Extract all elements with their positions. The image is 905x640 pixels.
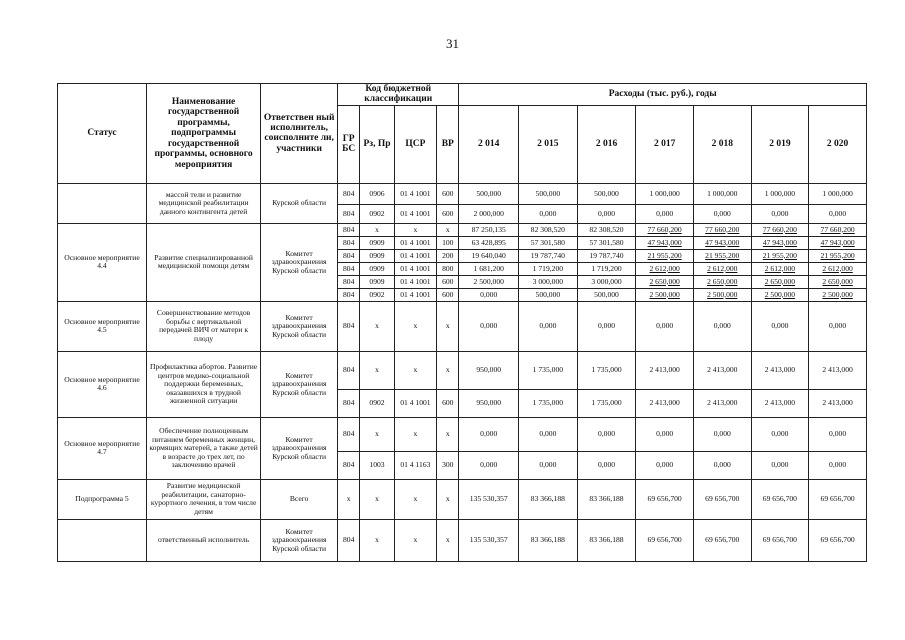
expense-value-cell: 1 735,000 bbox=[577, 389, 636, 417]
expense-value-cell: 2 500,000 bbox=[751, 288, 809, 301]
csr-cell: x bbox=[394, 519, 436, 561]
expense-value-cell: 0,000 bbox=[519, 417, 578, 451]
header-year: 2 017 bbox=[636, 105, 694, 183]
expense-value-cell: 77 660,200 bbox=[751, 223, 809, 236]
expense-value-cell: 77 660,200 bbox=[693, 223, 751, 236]
program-name-cell: Совершенствование методов борьбы с вертикальной передачей ВИЧ от матери к плоду bbox=[146, 301, 260, 351]
expense-value-cell: 0,000 bbox=[636, 301, 694, 351]
expense-value-cell: 21 955,200 bbox=[636, 249, 694, 262]
expense-value-cell: 69 656,700 bbox=[693, 519, 751, 561]
vr-cell: 600 bbox=[437, 389, 459, 417]
expense-value-cell: 0,000 bbox=[459, 301, 519, 351]
rzpr-cell: 0909 bbox=[360, 275, 394, 288]
expense-value-cell: 0,000 bbox=[519, 204, 578, 223]
grbs-cell: 804 bbox=[338, 183, 360, 204]
grbs-cell: 804 bbox=[338, 275, 360, 288]
expense-value-cell: 0,000 bbox=[459, 417, 519, 451]
vr-cell: 100 bbox=[437, 236, 459, 249]
expense-value-cell: 57 301,580 bbox=[519, 236, 578, 249]
expense-value-cell: 0,000 bbox=[636, 417, 694, 451]
table-row bbox=[58, 479, 867, 519]
expense-value-cell: 2 650,000 bbox=[809, 275, 867, 288]
expense-value-cell: 0,000 bbox=[693, 301, 751, 351]
expense-value-cell: 83 366,188 bbox=[519, 519, 578, 561]
vr-cell: x bbox=[437, 479, 459, 519]
rzpr-cell: 0909 bbox=[360, 249, 394, 262]
expense-value-cell: 0,000 bbox=[693, 204, 751, 223]
expense-value-cell: 2 612,000 bbox=[636, 262, 694, 275]
expense-value-cell: 21 955,200 bbox=[751, 249, 809, 262]
expense-value-cell: 0,000 bbox=[459, 451, 519, 479]
expense-value-cell: 0,000 bbox=[577, 204, 636, 223]
expense-value-cell: 63 428,895 bbox=[459, 236, 519, 249]
csr-cell: 01 4 1001 bbox=[394, 183, 436, 204]
grbs-cell: 804 bbox=[338, 262, 360, 275]
table-row bbox=[58, 223, 867, 236]
expense-value-cell: 77 660,200 bbox=[636, 223, 694, 236]
vr-cell: 300 bbox=[437, 451, 459, 479]
vr-cell: 600 bbox=[437, 275, 459, 288]
expense-value-cell: 69 656,700 bbox=[636, 479, 694, 519]
csr-cell: 01 4 1001 bbox=[394, 275, 436, 288]
expense-value-cell: 21 955,200 bbox=[809, 249, 867, 262]
expense-value-cell: 0,000 bbox=[751, 301, 809, 351]
table-row bbox=[58, 183, 867, 204]
expense-value-cell: 21 955,200 bbox=[693, 249, 751, 262]
csr-cell: x bbox=[394, 301, 436, 351]
grbs-cell: 804 bbox=[338, 417, 360, 451]
grbs-cell: x bbox=[338, 479, 360, 519]
header-responsible: Ответствен ный исполнитель, соисполните ли, участники bbox=[261, 84, 338, 184]
header-budget-code: Код бюджетной классификации bbox=[338, 84, 459, 106]
rzpr-cell: x bbox=[360, 351, 394, 389]
csr-cell: x bbox=[394, 223, 436, 236]
expense-value-cell: 2 650,000 bbox=[693, 275, 751, 288]
expense-value-cell: 1 735,000 bbox=[519, 351, 578, 389]
csr-cell: 01 4 1001 bbox=[394, 262, 436, 275]
expense-value-cell: 2 413,000 bbox=[751, 351, 809, 389]
vr-cell: x bbox=[437, 301, 459, 351]
vr-cell: 600 bbox=[437, 204, 459, 223]
expense-value-cell: 1 719,200 bbox=[577, 262, 636, 275]
expense-value-cell: 19 787,740 bbox=[519, 249, 578, 262]
csr-cell: x bbox=[394, 417, 436, 451]
expense-value-cell: 0,000 bbox=[809, 204, 867, 223]
expense-value-cell: 0,000 bbox=[636, 204, 694, 223]
expense-value-cell: 1 000,000 bbox=[693, 183, 751, 204]
expense-value-cell: 83 366,188 bbox=[577, 479, 636, 519]
vr-cell: x bbox=[437, 223, 459, 236]
expense-value-cell: 1 000,000 bbox=[751, 183, 809, 204]
expense-value-cell: 69 656,700 bbox=[751, 519, 809, 561]
header-grbs: ГР БС bbox=[338, 105, 360, 183]
expense-value-cell: 2 650,000 bbox=[751, 275, 809, 288]
expense-value-cell: 500,000 bbox=[577, 183, 636, 204]
status-cell: Основное мероприятие 4.4 bbox=[58, 223, 147, 301]
expense-value-cell: 0,000 bbox=[809, 451, 867, 479]
rzpr-cell: 0909 bbox=[360, 262, 394, 275]
expense-value-cell: 47 943,000 bbox=[751, 236, 809, 249]
expense-value-cell: 0,000 bbox=[693, 417, 751, 451]
rzpr-cell: x bbox=[360, 417, 394, 451]
expense-value-cell: 500,000 bbox=[459, 183, 519, 204]
expense-value-cell: 1 000,000 bbox=[636, 183, 694, 204]
rzpr-cell: 0906 bbox=[360, 183, 394, 204]
responsible-cell: Курской области bbox=[261, 183, 338, 223]
status-cell bbox=[58, 183, 147, 223]
expense-value-cell: 47 943,000 bbox=[809, 236, 867, 249]
status-cell bbox=[58, 519, 147, 561]
expense-value-cell: 0,000 bbox=[519, 301, 578, 351]
grbs-cell: 804 bbox=[338, 301, 360, 351]
expense-value-cell: 0,000 bbox=[693, 451, 751, 479]
expense-value-cell: 1 681,200 bbox=[459, 262, 519, 275]
expense-value-cell: 87 250,135 bbox=[459, 223, 519, 236]
expense-value-cell: 3 000,000 bbox=[577, 275, 636, 288]
grbs-cell: 804 bbox=[338, 351, 360, 389]
expense-value-cell: 2 413,000 bbox=[693, 351, 751, 389]
expense-value-cell: 950,000 bbox=[459, 351, 519, 389]
grbs-cell: 804 bbox=[338, 451, 360, 479]
expense-value-cell: 0,000 bbox=[751, 451, 809, 479]
expense-value-cell: 500,000 bbox=[577, 288, 636, 301]
rzpr-cell: 1003 bbox=[360, 451, 394, 479]
expense-value-cell: 69 656,700 bbox=[693, 479, 751, 519]
expense-value-cell: 2 612,000 bbox=[751, 262, 809, 275]
csr-cell: x bbox=[394, 479, 436, 519]
vr-cell: 800 bbox=[437, 262, 459, 275]
program-name-cell: ответственный исполнитель bbox=[146, 519, 260, 561]
expense-value-cell: 0,000 bbox=[577, 451, 636, 479]
expense-value-cell: 1 735,000 bbox=[577, 351, 636, 389]
header-year: 2 015 bbox=[519, 105, 578, 183]
rzpr-cell: 0902 bbox=[360, 204, 394, 223]
vr-cell: 600 bbox=[437, 183, 459, 204]
program-name-cell: Развитие медицинской реабилитации, санаторно-курортного лечения, в том числе детям bbox=[146, 479, 260, 519]
grbs-cell: 804 bbox=[338, 236, 360, 249]
expense-value-cell: 0,000 bbox=[809, 417, 867, 451]
header-name: Наименование государственной программы, подпрограммы государственной программы, основного мероприятия bbox=[146, 84, 260, 184]
vr-cell: x bbox=[437, 417, 459, 451]
table-row bbox=[58, 519, 867, 561]
expense-value-cell: 0,000 bbox=[577, 301, 636, 351]
responsible-cell: Комитет здравоохранения Курской области bbox=[261, 301, 338, 351]
header-year: 2 020 bbox=[809, 105, 867, 183]
vr-cell: x bbox=[437, 351, 459, 389]
responsible-cell: Всего bbox=[261, 479, 338, 519]
expense-value-cell: 3 000,000 bbox=[519, 275, 578, 288]
rzpr-cell: 0902 bbox=[360, 389, 394, 417]
budget-table bbox=[57, 83, 867, 562]
expense-value-cell: 500,000 bbox=[519, 183, 578, 204]
expense-value-cell: 69 656,700 bbox=[751, 479, 809, 519]
expense-value-cell: 0,000 bbox=[809, 301, 867, 351]
header-year: 2 018 bbox=[693, 105, 751, 183]
status-cell: Основное мероприятие 4.6 bbox=[58, 351, 147, 417]
rzpr-cell: 0909 bbox=[360, 236, 394, 249]
expense-value-cell: 2 500,000 bbox=[809, 288, 867, 301]
rzpr-cell: 0902 bbox=[360, 288, 394, 301]
expense-value-cell: 82 308,520 bbox=[577, 223, 636, 236]
expense-value-cell: 135 530,357 bbox=[459, 519, 519, 561]
responsible-cell: Комитет здравоохранения Курской области bbox=[261, 351, 338, 417]
expense-value-cell: 47 943,000 bbox=[693, 236, 751, 249]
expense-value-cell: 2 650,000 bbox=[636, 275, 694, 288]
header-rzpr: Рз, Пр bbox=[360, 105, 394, 183]
responsible-cell: Комитет здравоохранения Курской области bbox=[261, 519, 338, 561]
expense-value-cell: 2 413,000 bbox=[751, 389, 809, 417]
header-year: 2 019 bbox=[751, 105, 809, 183]
header-expenses: Расходы (тыс. руб.), годы bbox=[459, 84, 867, 106]
expense-value-cell: 2 413,000 bbox=[809, 351, 867, 389]
grbs-cell: 804 bbox=[338, 389, 360, 417]
table-row bbox=[58, 301, 867, 351]
rzpr-cell: x bbox=[360, 301, 394, 351]
csr-cell: 01 4 1001 bbox=[394, 288, 436, 301]
responsible-cell: Комитет здравоохранения Курской области bbox=[261, 223, 338, 301]
program-name-cell: Обеспечение полноценным питанием беременных женщин, кормящих матерей, а также детей в возрасте до трех лет, по заключению врачей bbox=[146, 417, 260, 479]
header-year: 2 016 bbox=[577, 105, 636, 183]
expense-value-cell: 77 660,200 bbox=[809, 223, 867, 236]
rzpr-cell: x bbox=[360, 223, 394, 236]
expense-value-cell: 2 500,000 bbox=[636, 288, 694, 301]
expense-value-cell: 82 308,520 bbox=[519, 223, 578, 236]
expense-value-cell: 1 735,000 bbox=[519, 389, 578, 417]
expense-value-cell: 69 656,700 bbox=[636, 519, 694, 561]
expense-value-cell: 2 500,000 bbox=[459, 275, 519, 288]
csr-cell: 01 4 1001 bbox=[394, 389, 436, 417]
expense-value-cell: 0,000 bbox=[636, 451, 694, 479]
status-cell: Основное мероприятие 4.5 bbox=[58, 301, 147, 351]
expense-value-cell: 2 413,000 bbox=[636, 389, 694, 417]
expense-value-cell: 2 413,000 bbox=[693, 389, 751, 417]
program-name-cell: Профилактика абортов. Развитие центров медико-социальной поддержки беременных, оказавшихся в трудной жизненной ситуации bbox=[146, 351, 260, 417]
csr-cell: 01 4 1001 bbox=[394, 249, 436, 262]
csr-cell: 01 4 1001 bbox=[394, 236, 436, 249]
grbs-cell: 804 bbox=[338, 223, 360, 236]
expense-value-cell: 1 719,200 bbox=[519, 262, 578, 275]
expense-value-cell: 0,000 bbox=[751, 417, 809, 451]
expense-value-cell: 19 640,040 bbox=[459, 249, 519, 262]
expense-value-cell: 135 530,357 bbox=[459, 479, 519, 519]
expense-value-cell: 500,000 bbox=[519, 288, 578, 301]
expense-value-cell: 2 612,000 bbox=[693, 262, 751, 275]
expense-value-cell: 950,000 bbox=[459, 389, 519, 417]
csr-cell: 01 4 1001 bbox=[394, 204, 436, 223]
table-row bbox=[58, 417, 867, 451]
grbs-cell: 804 bbox=[338, 519, 360, 561]
expense-value-cell: 0,000 bbox=[751, 204, 809, 223]
program-name-cell: массой тели и развитие медицинской реабилитации данного контингента детей bbox=[146, 183, 260, 223]
expense-value-cell: 2 413,000 bbox=[809, 389, 867, 417]
expense-value-cell: 0,000 bbox=[519, 451, 578, 479]
program-name-cell: Развитие специализированной медицинской помощи детям bbox=[146, 223, 260, 301]
vr-cell: 200 bbox=[437, 249, 459, 262]
vr-cell: x bbox=[437, 519, 459, 561]
expense-value-cell: 2 612,000 bbox=[809, 262, 867, 275]
expense-value-cell: 47 943,000 bbox=[636, 236, 694, 249]
expense-value-cell: 2 413,000 bbox=[636, 351, 694, 389]
expense-value-cell: 83 366,188 bbox=[519, 479, 578, 519]
csr-cell: 01 4 1163 bbox=[394, 451, 436, 479]
responsible-cell: Комитет здравоохранения Курской области bbox=[261, 417, 338, 479]
expense-value-cell: 0,000 bbox=[459, 288, 519, 301]
header-year: 2 014 bbox=[459, 105, 519, 183]
header-status: Статус bbox=[58, 84, 147, 184]
expense-value-cell: 57 301,580 bbox=[577, 236, 636, 249]
expense-value-cell: 2 000,000 bbox=[459, 204, 519, 223]
expense-value-cell: 69 656,700 bbox=[809, 479, 867, 519]
csr-cell: x bbox=[394, 351, 436, 389]
rzpr-cell: x bbox=[360, 519, 394, 561]
rzpr-cell: x bbox=[360, 479, 394, 519]
grbs-cell: 804 bbox=[338, 288, 360, 301]
expense-value-cell: 69 656,700 bbox=[809, 519, 867, 561]
grbs-cell: 804 bbox=[338, 249, 360, 262]
status-cell: Основное мероприятие 4.7 bbox=[58, 417, 147, 479]
expense-value-cell: 0,000 bbox=[577, 417, 636, 451]
status-cell: Подпрограмма 5 bbox=[58, 479, 147, 519]
expense-value-cell: 2 500,000 bbox=[693, 288, 751, 301]
expense-value-cell: 83 366,188 bbox=[577, 519, 636, 561]
grbs-cell: 804 bbox=[338, 204, 360, 223]
table-row bbox=[58, 351, 867, 389]
expense-value-cell: 1 000,000 bbox=[809, 183, 867, 204]
page-number: 31 bbox=[446, 36, 459, 51]
header-vr: ВР bbox=[437, 105, 459, 183]
vr-cell: 600 bbox=[437, 288, 459, 301]
expense-value-cell: 19 787,740 bbox=[577, 249, 636, 262]
header-csr: ЦСР bbox=[394, 105, 436, 183]
